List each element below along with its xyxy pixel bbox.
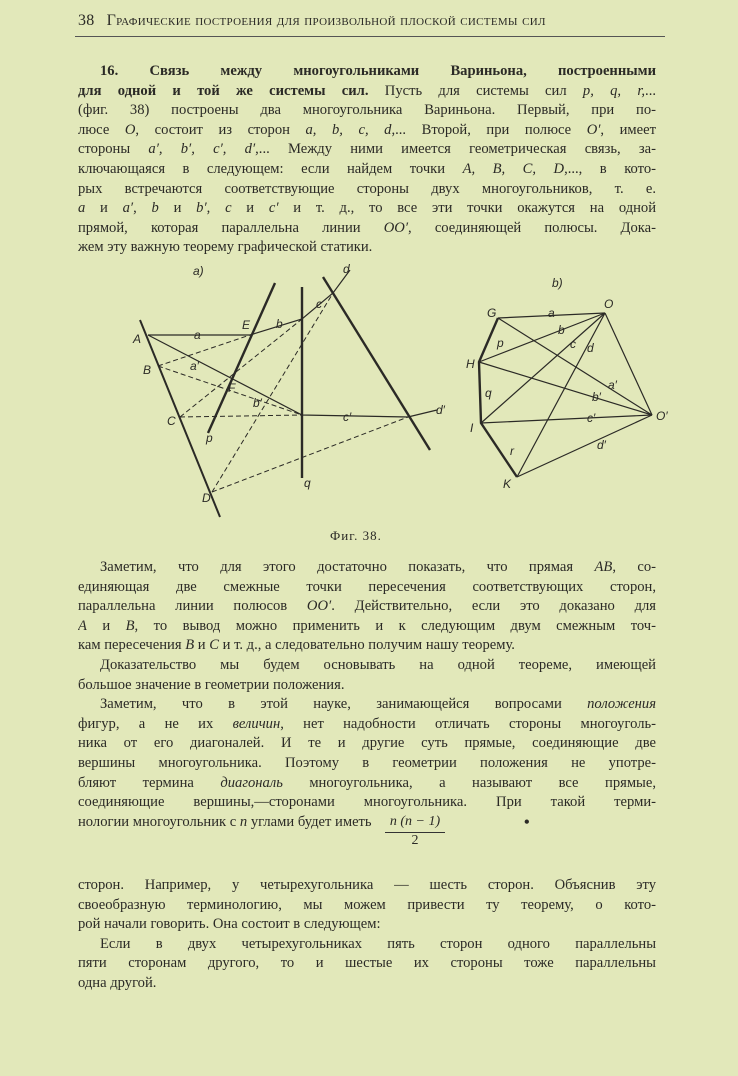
text-line [78,915,656,935]
text-segment: , [206,200,226,217]
ray-a: a [548,306,555,320]
text-segment: AB [594,559,613,575]
figure-b-label: b) [552,276,563,290]
text-segment: параллельна линии полюсов [78,598,307,615]
text-segment: соединяющие вершины,—сторонами многоугольника. При такой терми- [78,794,656,811]
figure-a [140,270,437,517]
running-title: Графические построения для произвольной плоской системы сил [106,12,546,29]
ray-b-prime: b′ [592,390,601,404]
text-segment: a′ [122,200,134,217]
force-label-r: r [510,444,514,458]
text-line [78,876,656,896]
text-segment: рой начали говорить. Она состоит в следующем: [78,916,381,933]
text-segment: O′ [586,121,601,138]
page-number: 38 [78,12,95,29]
text-segment: , соединяющей полюсы. Дока- [408,219,656,236]
force-p [208,283,275,433]
text-segment: a, b, c, d [305,121,392,138]
text-line [78,558,656,578]
text-segment: c [225,200,232,217]
text-segment: A [78,617,87,634]
text-segment: OO′ [306,598,332,615]
text-line [78,676,656,696]
point-B: B [143,363,152,377]
text-segment: O [124,121,136,138]
point-O: O [604,297,614,311]
text-segment: и [194,637,210,654]
text-segment: ,..., в кото- [564,160,656,177]
text-segment: люсе [78,121,125,138]
text-segment: многоугольника, а называют все прямые, [282,774,656,791]
ray-a-prime: a′ [608,378,617,392]
text-segment: и [231,200,269,217]
text-segment: c′ [268,200,279,217]
text-segment: , со- [612,559,656,575]
text-segment: стороны [78,141,149,158]
text-segment: a′, b′, c′, d′ [148,141,256,158]
text-line [78,734,656,754]
text-segment: и [85,200,123,217]
point-H: H [466,357,475,371]
text-segment: . Действительно, если это доказано для [331,598,656,615]
dashed-BE [158,335,250,366]
text-segment: и т. д., а следовательно получим нашу теорему. [219,637,515,654]
point-C: C [167,414,176,428]
text-segment: кам пересечения [78,637,186,654]
text-line [78,974,656,994]
dashed-CC [180,415,302,417]
text-segment: b [151,200,159,217]
text-segment: рых встречаются соответствующие стороны двух многоугольников, т. е. [78,180,656,197]
point-F: F [228,381,236,395]
formula [385,814,445,849]
figure-caption: Фиг. 38. [330,528,382,543]
side-c-prime: c′ [343,410,352,424]
text-segment: A, B, C, D [462,160,565,177]
text-line [78,774,656,794]
formula-denominator: 2 [411,833,419,848]
point-A: A [133,332,142,346]
side-a: a [194,328,201,342]
text-segment: положения [587,696,656,713]
text-segment: Заметим, что в этой науке, занимающейся вопросами [100,696,588,713]
point-D: D [202,491,211,505]
text-segment: большое значение в геометрии положения. [78,676,345,693]
formula-mark: • [524,814,530,831]
text-segment: нологии многоугольник с [78,813,240,830]
point-G: G [487,306,497,320]
polygon-a1b1c1d1 [148,335,437,417]
side-d: d [343,262,350,276]
point-I: I [470,421,474,435]
text-segment: сторон. Например, у четырехугольника — шесть сторон. Объяснив эту [78,877,656,893]
text-segment: , состоит из сторон [135,121,306,138]
text-line [78,656,656,676]
formula-numerator: n (n − 1) [385,814,445,833]
text-segment: вершины многоугольника. Поэтому в геометрии положения не употре- [78,754,656,771]
text-segment: ключающаяся в следующем: если найдем точки [78,160,463,177]
text-segment: p, q, r, [582,82,646,99]
text-line [78,813,656,833]
text-segment: ника от его диагоналей. И те и другие суть прямые, соединяющие две [78,735,656,752]
text-segment: , [133,200,152,217]
body-paragraphs [78,558,656,832]
side-c: c [316,297,322,311]
text-segment: Заметим, что для этого достаточно показать, что прямая [100,559,595,575]
point-K: K [503,477,512,491]
text-line [78,578,656,598]
text-segment: ,... Между ними имеется геометрическая связь, за- [255,141,656,158]
text-segment: Пусть для системы сил [368,82,583,99]
text-line [78,793,656,813]
text-segment: b′ [196,200,207,217]
text-line [78,695,656,715]
figure-b [479,313,652,477]
text-segment: ... [645,82,656,99]
text-segment: и т. д., то все эти точки окажутся на одной [278,200,656,217]
text-segment: фигур, а не их [78,715,233,732]
ray-c-prime: c′ [587,411,596,425]
text-segment: OO′ [383,219,409,236]
text-segment: и [158,200,197,217]
body-paragraphs-continued [78,876,656,994]
side-d-prime: d′ [436,403,445,417]
text-line [78,935,656,955]
force-r [323,277,430,450]
text-segment: для одной и той же системы сил. [78,82,369,99]
text-segment: (фиг. 38) построены два многоугольника Вариньона. Первый, при по- [78,102,656,119]
text-line [78,597,656,617]
text-segment: пяти сторонам другого, то и шестые их стороны тоже параллельны [78,955,656,972]
text-segment: и [86,617,126,634]
text-segment: ,... Второй, при полюсе [391,121,587,138]
text-segment: , нет надобности отличать стороны многоуголь- [280,715,656,732]
text-segment: B [125,617,135,634]
text-segment: , имеет [600,121,656,138]
text-segment: своеобразную терминологию, мы можем привести ту теорему, о кото- [78,896,656,913]
ray-d-prime: d′ [597,438,606,452]
text-line [78,954,656,974]
text-segment: Доказательство мы будем основывать на одной теореме, имеющей [100,656,656,673]
force-label-q: q [485,386,492,400]
text-segment: углами будет иметь [247,813,372,830]
text-line [78,636,656,656]
force-label-p: p [497,336,504,350]
side-a-prime: a′ [190,359,199,373]
text-segment: C [209,637,219,654]
text-line [78,715,656,735]
point-O-prime: O′ [656,409,668,423]
figure-a-label: a) [193,264,204,278]
force-label-q: q [304,476,311,490]
text-segment: 16. Связь между многоугольниками Вариньона, построенными [100,63,656,79]
ray-c: c [570,337,576,351]
text-segment: диагональ [220,774,283,791]
force-label-p: p [206,431,213,445]
text-segment: величин [232,715,281,732]
text-line [78,896,656,916]
text-segment: прямой, которая параллельна линии [78,219,384,236]
side-b-prime: b′ [253,396,262,410]
text-segment: единяющая две смежные точки пересечения соответствующих сторон, [78,578,656,595]
text-segment: , то вывод можно применить и к следующим двум смежным точ- [134,617,656,634]
text-segment: одна другой. [78,974,157,991]
text-line [78,754,656,774]
text-segment: B [185,637,195,654]
text-segment: n [239,813,248,830]
side-b: b [276,317,283,331]
text-segment: Если в двух четырехугольниках пять сторон одного параллельны [100,935,656,952]
text-line [78,617,656,637]
text-segment: a [78,200,86,217]
ray-b: b [558,323,565,337]
point-E: E [242,318,251,332]
text-segment: бляют термина [78,774,221,791]
text-segment: жем эту важную теорему графической статики. [78,239,373,256]
ray-d: d [587,341,594,355]
